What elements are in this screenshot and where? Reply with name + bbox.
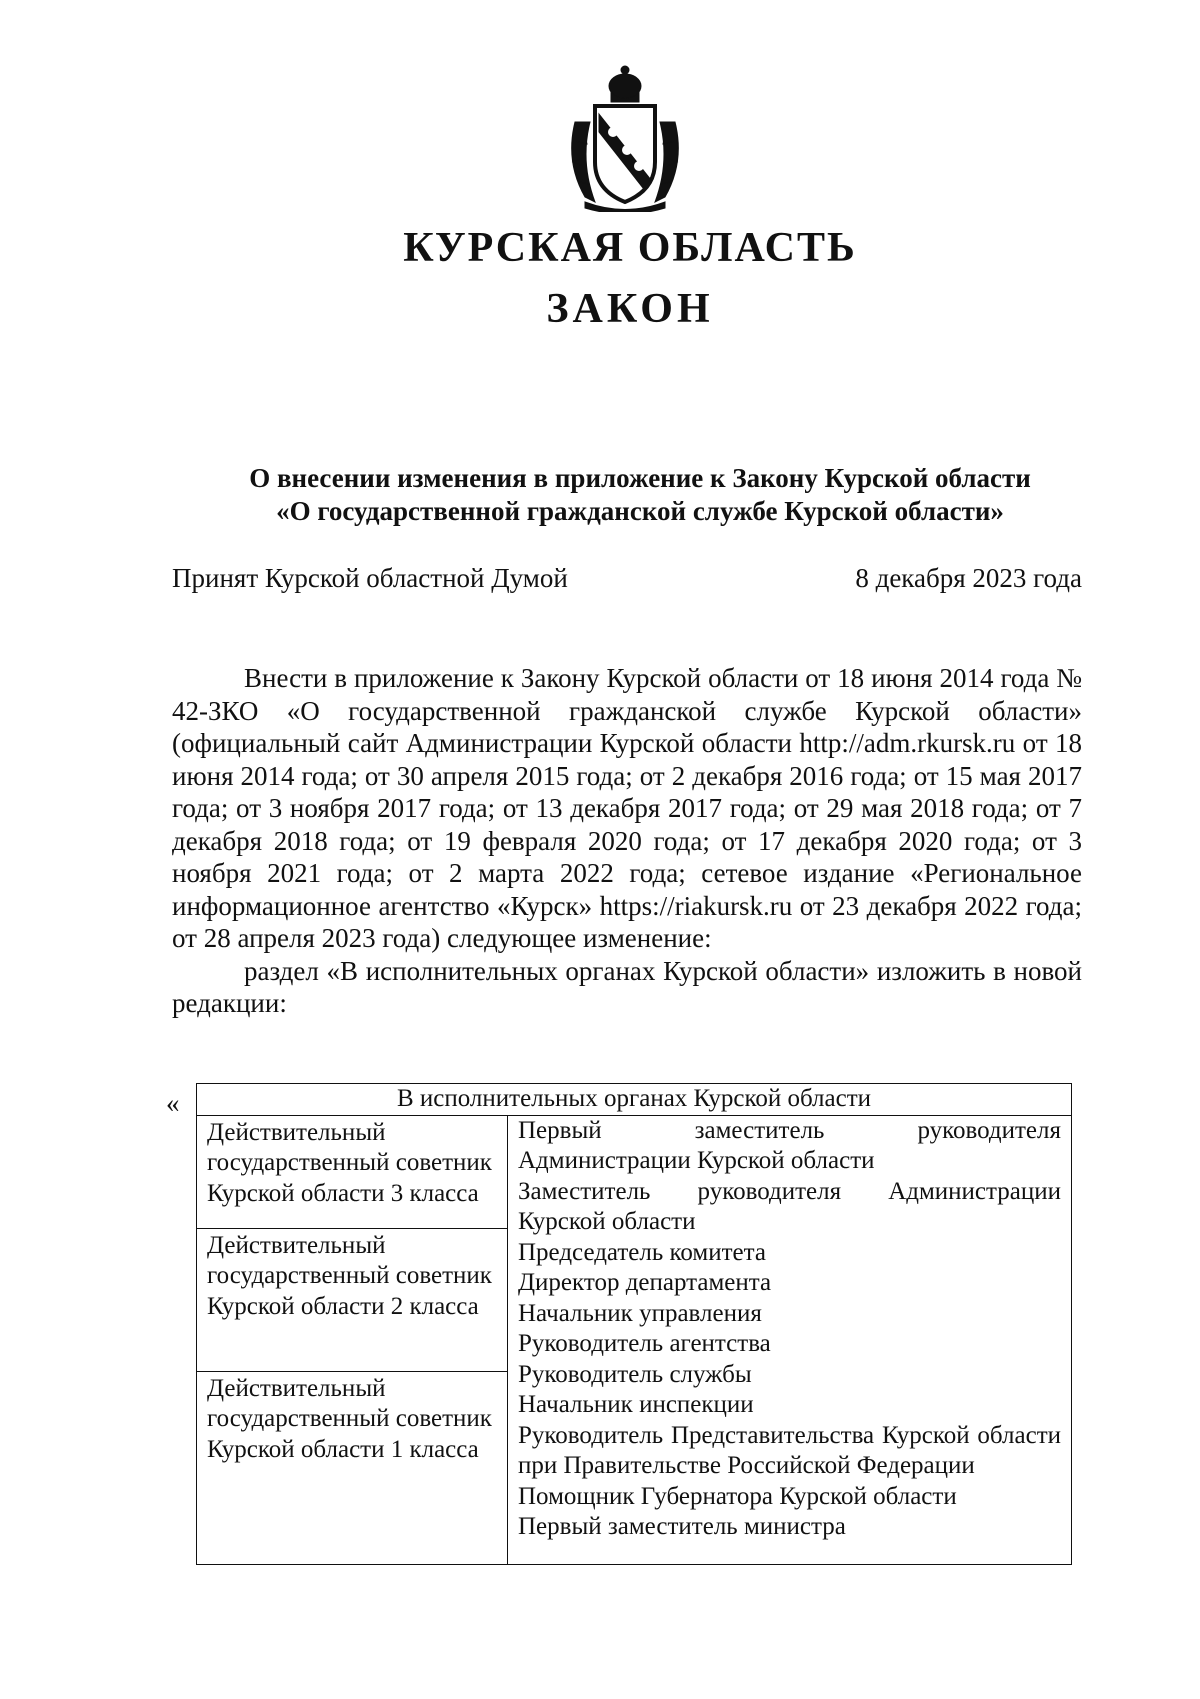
- position-item: Первый заместитель руководителя Администрации Курской области: [518, 1116, 1061, 1174]
- position-item: Руководитель службы: [518, 1360, 752, 1388]
- position-item: Заместитель руководителя Администрации Курской области: [518, 1177, 1061, 1235]
- adopting-body: Принят Курской областной Думой: [172, 563, 568, 593]
- law-subject-line-2: «О государственной гражданской службе Курской области»: [276, 496, 1004, 526]
- rank-cell: Действительный государственный советник Курской области 3 класса: [197, 1116, 507, 1229]
- position-item: Председатель комитета: [518, 1238, 766, 1266]
- position-item: Директор департамента: [518, 1269, 772, 1296]
- opening-quote-mark: «: [166, 1088, 180, 1118]
- position-item: Начальник управления: [518, 1299, 762, 1327]
- table-header: В исполнительных органах Курской области: [197, 1084, 1072, 1116]
- positions-table: [196, 1083, 1072, 1565]
- position-item: Руководитель агентства: [518, 1330, 771, 1357]
- position-item: Помощник Губернатора Курской области: [518, 1482, 957, 1510]
- body-paragraph-1: Внести в приложение к Закону Курской области от 18 июня 2014 года № 42-ЗКО «О государственной гражданской службе Курской области» (официальный сайт Администрации Курской области http://adm.rkursk.ru от 18 июня 2014 года; от 30 апреля 2015 года; от 2 декабря 2016 года; от 15 мая 2017 года; от 3 ноября 2017 года; от 13 декабря 2017 года; от 29 мая 2018 года; от 7 декабря 2018 года; от 19 февраля 2020 года; от 17 декабря 2020 года; от 3 ноября 2021 года; от 2 марта 2022 года; сетевое издание «Региональное информационное агентство «Курск» https://riakursk.ru от 23 декабря 2022 года; от 28 апреля 2023 года) следующее изменение:: [172, 663, 1082, 953]
- kursk-coat-of-arms-icon: [555, 62, 695, 212]
- position-item: Начальник инспекции: [518, 1391, 754, 1418]
- law-subject: [160, 462, 1120, 528]
- position-item: Первый заместитель министра: [518, 1513, 846, 1540]
- region-title: КУРСКАЯ ОБЛАСТЬ: [403, 225, 857, 271]
- law-body: [172, 662, 1082, 1020]
- document-type-title: ЗАКОН: [546, 286, 714, 332]
- adoption-date: 8 декабря 2023 года: [855, 563, 1082, 593]
- positions-column: [508, 1115, 1072, 1564]
- body-paragraph-2: раздел «В исполнительных органах Курской области» изложить в новой редакции:: [172, 955, 1082, 1018]
- position-item: Руководитель Представительства Курской области при Правительстве Российской Федерации: [518, 1421, 1061, 1479]
- rank-cell: Действительный государственный советник Курской области 1 класса: [207, 1374, 492, 1463]
- law-subject-line-1: О внесении изменения в приложение к Закону Курской области: [249, 463, 1031, 493]
- rank-cell: Действительный государственный советник Курской области 2 класса: [197, 1229, 507, 1372]
- adoption-line: [172, 563, 1082, 594]
- ranks-column: [197, 1115, 508, 1564]
